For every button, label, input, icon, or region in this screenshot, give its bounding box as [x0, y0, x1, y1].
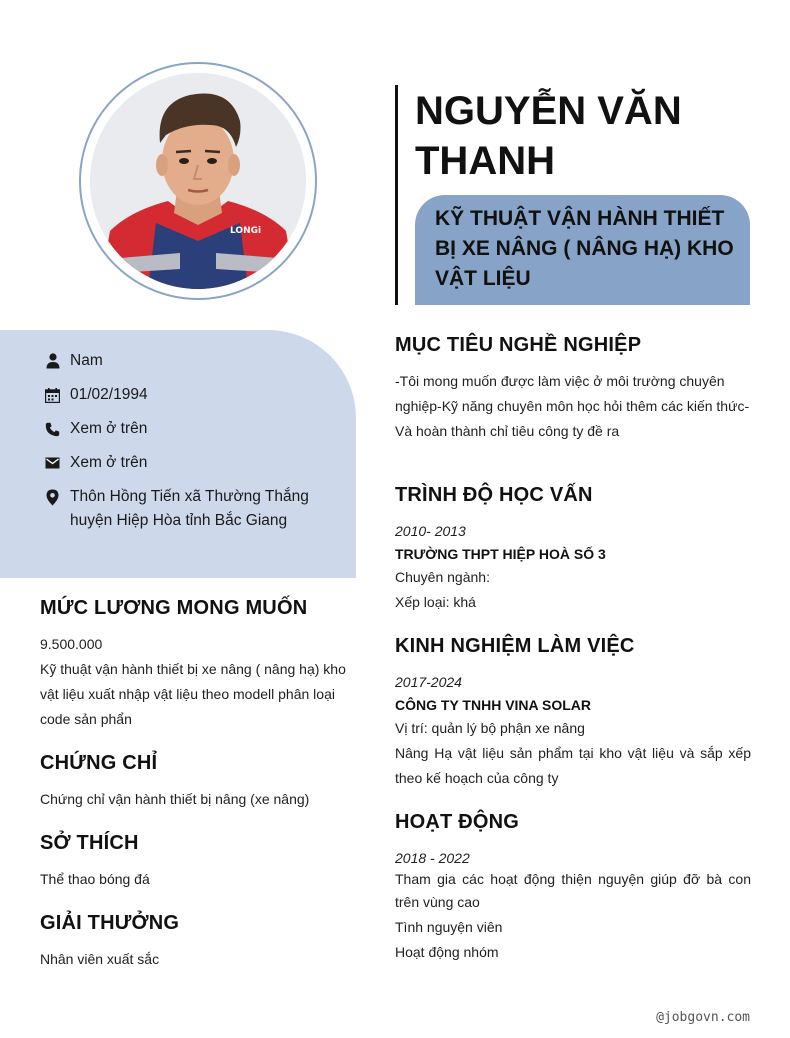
education-title: TRÌNH ĐỘ HỌC VẤN: [395, 484, 593, 506]
footer-watermark: @jobgovn.com: [656, 1010, 750, 1025]
education-rank: Xếp loại: khá: [395, 594, 476, 610]
location-pin-icon: [44, 485, 61, 509]
activities-description: Tham gia các hoạt động thiện nguyện giúp đỡ bà con trên vùng cao: [395, 871, 751, 910]
contact-phone: [44, 417, 310, 441]
address-value: Thôn Hồng Tiến xã Thường Thắng huyện Hiệp Hòa tỉnh Bắc Giang: [70, 488, 309, 529]
calendar-icon: [44, 383, 61, 407]
experience-position: Vị trí: quản lý bộ phận xe nâng: [395, 720, 585, 736]
education-period: 2010- 2013: [395, 523, 466, 539]
education-school: TRƯỜNG THPT HIỆP HOÀ SỐ 3: [395, 546, 606, 562]
experience-period: 2017-2024: [395, 674, 462, 690]
objective-title: MỤC TIÊU NGHỀ NGHIỆP: [395, 334, 642, 356]
activities-teamwork: Hoạt động nhóm: [395, 944, 499, 960]
gender-value: Nam: [70, 352, 103, 369]
certificates-text: Chứng chỉ vận hành thiết bị nâng (xe nâng): [40, 791, 310, 807]
hobbies-text: Thể thao bóng đá: [40, 871, 150, 887]
job-title-box: [415, 195, 750, 305]
email-value: Xem ở trên: [70, 454, 148, 471]
salary-title: MỨC LƯƠNG MONG MUỐN: [40, 597, 308, 619]
person-illustration: [90, 73, 306, 289]
person-icon: [44, 349, 61, 373]
salary-description: Kỹ thuật vận hành thiết bị xe nâng ( nâng hạ) kho vật liệu xuất nhập vật liệu theo modell phân loại code sản phẩn: [40, 661, 346, 727]
svg-text:LONGi: LONGi: [230, 226, 262, 236]
email-icon: [44, 451, 61, 475]
contact-gender: [44, 349, 310, 373]
phone-icon: [44, 417, 61, 441]
full-name: NGUYỄN VĂN THANH: [415, 89, 682, 183]
objective-text: -Tôi mong muốn được làm việc ở môi trường chuyên nghiệp-Kỹ năng chuyên môn học hỏi thêm các kiến thức-Và hoàn thành chỉ tiêu công ty đề ra: [395, 373, 750, 439]
awards-text: Nhân viên xuất sắc: [40, 951, 160, 967]
certificates-title: CHỨNG CHỈ: [40, 752, 158, 774]
hobbies-title: SỞ THÍCH: [40, 832, 139, 854]
phone-value: Xem ở trên: [70, 420, 148, 437]
experience-company: CÔNG TY TNHH VINA SOLAR: [395, 697, 592, 713]
contact-address: [44, 485, 310, 533]
birthday-value: 01/02/1994: [70, 386, 148, 403]
profile-photo-frame: [79, 62, 317, 300]
contact-birthday: [44, 383, 310, 407]
awards-title: GIẢI THƯỞNG: [40, 912, 180, 934]
job-title: KỸ THUẬT VẬN HÀNH THIẾT BỊ XE NÂNG ( NÂNG HẠ) KHO VẬT LIỆU: [435, 207, 734, 290]
activities-title: HOẠT ĐỘNG: [395, 811, 520, 833]
activities-volunteer: Tình nguyện viên: [395, 919, 503, 935]
profile-photo: [90, 73, 306, 289]
contact-email: [44, 451, 310, 475]
experience-title: KINH NGHIỆM LÀM VIỆC: [395, 635, 635, 657]
experience-description: Nâng Hạ vật liệu sản phẩm tại kho vật liệu và sắp xếp theo kế hoạch của công ty: [395, 745, 751, 786]
salary-amount: 9.500.000: [40, 636, 103, 652]
name-accent-bar: [395, 85, 398, 305]
activities-period: 2018 - 2022: [395, 850, 470, 866]
education-major: Chuyên ngành:: [395, 569, 490, 585]
